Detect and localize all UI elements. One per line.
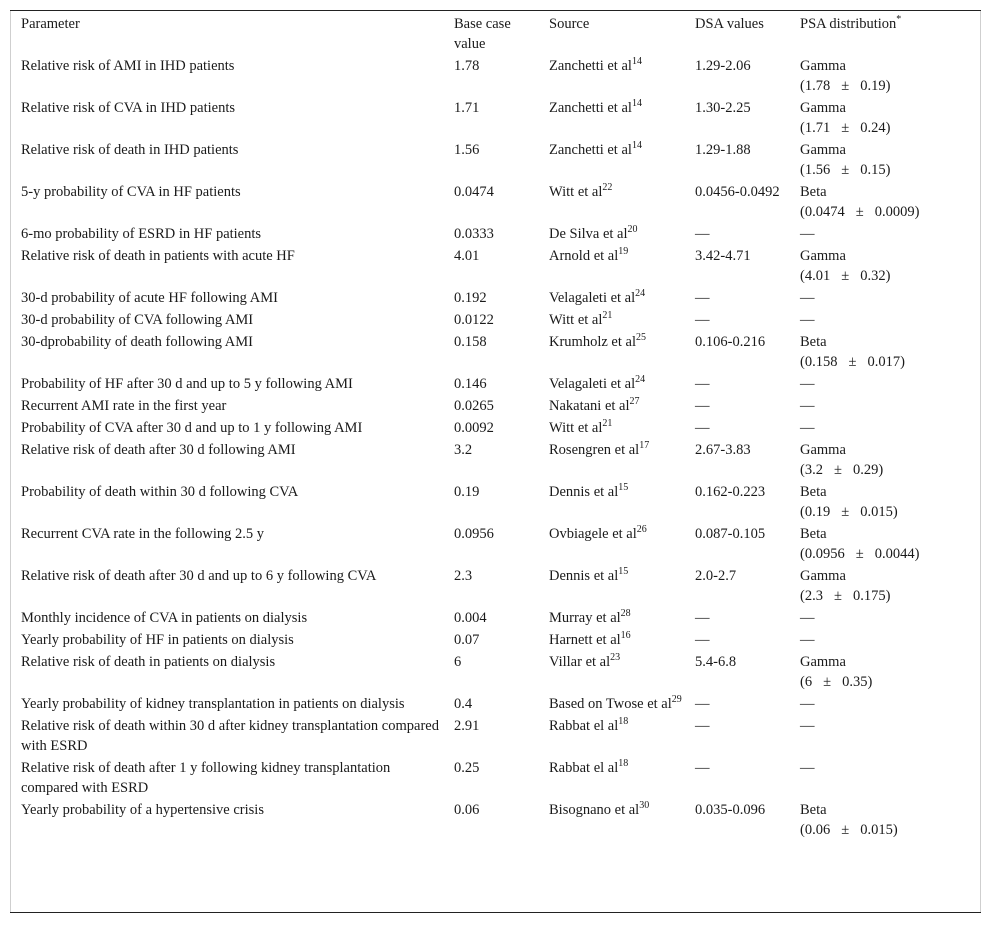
source-author: Murray et al (549, 610, 621, 626)
source-author: Witt et al (549, 420, 603, 436)
source-author: Dennis et al (549, 568, 619, 584)
cell-source (539, 652, 685, 694)
plus-minus-sign: ± (841, 268, 850, 284)
source-reference: 23 (610, 652, 621, 663)
psa-params: (0.06 ± 0.015) (800, 822, 898, 838)
cell-source (539, 140, 685, 182)
cell-source (539, 224, 685, 246)
table-row (11, 332, 979, 374)
source-author: Velagaleti et al (549, 290, 636, 306)
cell-dsa-values: — (695, 632, 710, 648)
cell-parameter: Recurrent AMI rate in the first year (21, 398, 227, 414)
source-reference: 14 (631, 98, 642, 109)
header-source: Source (549, 16, 590, 32)
cell-psa-distribution (790, 288, 979, 310)
source-reference: 21 (602, 418, 613, 429)
cell-psa-distribution (790, 98, 979, 140)
psa-params: (0.0474 ± 0.0009) (800, 204, 920, 220)
cell-dsa-values: 0.106-0.216 (695, 334, 766, 350)
plus-minus-sign: ± (841, 822, 850, 838)
source-reference: 15 (618, 482, 629, 493)
psa-sd: 0.32 (860, 268, 886, 284)
source-reference: 15 (618, 566, 629, 577)
cell-dsa-values: 1.29-1.88 (695, 142, 751, 158)
source-author: Bisognano et al (549, 802, 640, 818)
cell-base-case: 0.25 (454, 760, 480, 776)
header-psa-distribution (790, 14, 979, 56)
psa-dist-name: Gamma (800, 248, 846, 264)
cell-psa-distribution (790, 800, 979, 842)
table-row (11, 396, 979, 418)
cell-dsa-values: — (695, 420, 710, 436)
psa-mean: 2.3 (804, 588, 823, 604)
cell-base-case: 1.78 (454, 58, 480, 74)
cell-parameter: 30-d probability of CVA following AMI (21, 312, 254, 328)
cell-dsa-values: 1.30-2.25 (695, 100, 751, 116)
cell-dsa-values: — (695, 376, 710, 392)
table-row (11, 694, 979, 716)
cell-parameter: Yearly probability of a hypertensive crisis (21, 802, 264, 818)
table-row (11, 482, 979, 524)
psa-dist-name: Gamma (800, 100, 846, 116)
psa-mean: 6 (804, 674, 813, 690)
cell-parameter: 5-y probability of CVA in HF patients (21, 184, 241, 200)
cell-source (539, 566, 685, 608)
source-reference: 18 (618, 716, 629, 727)
psa-params: (0.0956 ± 0.0044) (800, 546, 920, 562)
source-author: Dennis et al (549, 484, 619, 500)
cell-source (539, 758, 685, 800)
plus-minus-sign: ± (823, 674, 832, 690)
cell-dsa-values: 3.42-4.71 (695, 248, 751, 264)
source-reference: 14 (631, 140, 642, 151)
psa-dist-name: — (800, 398, 815, 414)
cell-source (539, 630, 685, 652)
cell-parameter: Relative risk of death in patients with acute HF (21, 248, 295, 264)
cell-base-case: 0.19 (454, 484, 480, 500)
cell-parameter: Recurrent CVA rate in the following 2.5 y (21, 526, 264, 542)
cell-base-case: 0.06 (454, 802, 480, 818)
psa-dist-name: Gamma (800, 654, 846, 670)
psa-dist-name: Beta (800, 184, 827, 200)
source-reference: 21 (602, 310, 613, 321)
plus-minus-sign: ± (855, 204, 864, 220)
psa-dist-name: Beta (800, 802, 827, 818)
cell-source (539, 482, 685, 524)
psa-params: (6 ± 0.35) (800, 674, 873, 690)
table-bottom-rule (10, 912, 981, 913)
cell-source (539, 800, 685, 842)
cell-psa-distribution (790, 566, 979, 608)
cell-psa-distribution (790, 652, 979, 694)
source-reference: 22 (602, 182, 613, 193)
source-author: Arnold et al (549, 248, 619, 264)
source-reference: 20 (627, 224, 638, 235)
table-row (11, 224, 979, 246)
table-row (11, 716, 979, 758)
psa-dist-name: Gamma (800, 442, 846, 458)
cell-base-case: 1.56 (454, 142, 480, 158)
source-author: Zanchetti et al (549, 142, 632, 158)
cell-psa-distribution (790, 374, 979, 396)
cell-parameter: Yearly probability of kidney transplantation in patients on dialysis (21, 696, 405, 712)
cell-dsa-values: 0.162-0.223 (695, 484, 766, 500)
cell-psa-distribution (790, 524, 979, 566)
cell-parameter: Relative risk of death in patients on dialysis (21, 654, 276, 670)
cell-parameter: Probability of death within 30 d following CVA (21, 484, 299, 500)
plus-minus-sign: ± (841, 120, 850, 136)
cell-base-case: 0.0333 (454, 226, 494, 242)
source-reference: 18 (618, 758, 629, 769)
plus-minus-sign: ± (848, 354, 857, 370)
cell-parameter: Relative risk of death after 30 d following AMI (21, 442, 296, 458)
cell-source (539, 396, 685, 418)
cell-parameter: Probability of CVA after 30 d and up to 1 y following AMI (21, 420, 363, 436)
cell-dsa-values: — (695, 610, 710, 626)
psa-params: (4.01 ± 0.32) (800, 268, 891, 284)
cell-dsa-values: — (695, 760, 710, 776)
cell-parameter: 30-d probability of acute HF following AMI (21, 290, 278, 306)
cell-psa-distribution (790, 224, 979, 246)
psa-sd: 0.175 (852, 588, 886, 604)
cell-base-case: 0.07 (454, 632, 480, 648)
psa-mean: 0.19 (804, 504, 831, 520)
source-reference: 30 (639, 800, 650, 811)
cell-psa-distribution (790, 246, 979, 288)
cell-source (539, 182, 685, 224)
psa-dist-name: Gamma (800, 58, 846, 74)
cell-parameter: Yearly probability of HF in patients on dialysis (21, 632, 294, 648)
psa-dist-name: Beta (800, 334, 827, 350)
cell-base-case: 0.158 (454, 334, 487, 350)
cell-base-case: 3.2 (454, 442, 473, 458)
psa-mean: 0.0474 (804, 204, 845, 220)
source-author: Rosengren et al (549, 442, 640, 458)
psa-params: (1.71 ± 0.24) (800, 120, 891, 136)
source-author: Krumholz et al (549, 334, 636, 350)
psa-dist-name: Beta (800, 484, 827, 500)
table-row (11, 608, 979, 630)
psa-sd: 0.35 (842, 674, 868, 690)
psa-dist-name: Gamma (800, 142, 846, 158)
header-psa-label: PSA distribution (800, 16, 897, 32)
cell-dsa-values: 2.67-3.83 (695, 442, 751, 458)
cell-psa-distribution (790, 716, 979, 758)
cell-parameter: Relative risk of CVA in IHD patients (21, 100, 235, 116)
header-row (11, 14, 979, 56)
source-reference: 24 (635, 374, 646, 385)
parameters-table (11, 14, 979, 842)
cell-psa-distribution (790, 482, 979, 524)
psa-dist-name: Gamma (800, 568, 846, 584)
plus-minus-sign: ± (841, 162, 850, 178)
cell-source (539, 694, 685, 716)
cell-psa-distribution (790, 140, 979, 182)
table-row (11, 310, 979, 332)
psa-mean: 0.06 (804, 822, 831, 838)
source-author: Witt et al (549, 312, 603, 328)
source-reference: 25 (635, 332, 646, 343)
cell-base-case: 0.0092 (454, 420, 494, 436)
header-base-case: Base case value (454, 16, 511, 52)
cell-psa-distribution (790, 396, 979, 418)
cell-parameter: Relative risk of AMI in IHD patients (21, 58, 235, 74)
cell-parameter: Relative risk of death within 30 d after kidney transplantation compared with ESRD (21, 718, 439, 754)
cell-psa-distribution (790, 332, 979, 374)
psa-mean: 0.158 (804, 354, 838, 370)
cell-psa-distribution (790, 758, 979, 800)
psa-params: (1.78 ± 0.19) (800, 78, 891, 94)
psa-params: (3.2 ± 0.29) (800, 462, 884, 478)
psa-params: (1.56 ± 0.15) (800, 162, 891, 178)
plus-minus-sign: ± (841, 78, 850, 94)
psa-dist-name: — (800, 420, 815, 436)
cell-base-case: 0.0956 (454, 526, 494, 542)
cell-source (539, 56, 685, 98)
table-top-rule (10, 10, 981, 11)
psa-sd: 0.0044 (874, 546, 915, 562)
source-author: Zanchetti et al (549, 100, 632, 116)
psa-params: (0.19 ± 0.015) (800, 504, 898, 520)
table-row (11, 524, 979, 566)
cell-dsa-values: 0.035-0.096 (695, 802, 766, 818)
cell-source (539, 608, 685, 630)
cell-base-case: 0.146 (454, 376, 487, 392)
table-row (11, 800, 979, 842)
table-row (11, 630, 979, 652)
source-author: Harnett et al (549, 632, 621, 648)
psa-dist-name: — (800, 696, 815, 712)
source-reference: 27 (629, 396, 640, 407)
cell-dsa-values: 0.0456-0.0492 (695, 184, 780, 200)
cell-psa-distribution (790, 694, 979, 716)
cell-dsa-values: 2.0-2.7 (695, 568, 737, 584)
psa-sd: 0.017 (867, 354, 901, 370)
cell-parameter: 6-mo probability of ESRD in HF patients (21, 226, 262, 242)
table-row (11, 288, 979, 310)
source-reference: 28 (620, 608, 631, 619)
cell-source (539, 418, 685, 440)
plus-minus-sign: ± (833, 588, 842, 604)
cell-base-case: 0.0474 (454, 184, 494, 200)
psa-dist-name: — (800, 718, 815, 734)
cell-base-case: 2.3 (454, 568, 473, 584)
cell-dsa-values: — (695, 718, 710, 734)
table-row (11, 140, 979, 182)
cell-parameter: Monthly incidence of CVA in patients on dialysis (21, 610, 308, 626)
source-reference: 17 (639, 440, 650, 451)
psa-mean: 1.78 (804, 78, 831, 94)
psa-dist-name: Beta (800, 526, 827, 542)
cell-parameter: Relative risk of death after 30 d and up to 6 y following CVA (21, 568, 377, 584)
psa-sd: 0.0009 (874, 204, 915, 220)
table-row (11, 758, 979, 800)
psa-dist-name: — (800, 312, 815, 328)
cell-source (539, 310, 685, 332)
psa-dist-name: — (800, 760, 815, 776)
psa-mean: 4.01 (804, 268, 831, 284)
psa-dist-name: — (800, 632, 815, 648)
cell-psa-distribution (790, 418, 979, 440)
psa-sd: 0.29 (852, 462, 879, 478)
table-row (11, 374, 979, 396)
cell-parameter: Probability of HF after 30 d and up to 5 y following AMI (21, 376, 353, 392)
plus-minus-sign: ± (833, 462, 842, 478)
cell-parameter: Relative risk of death after 1 y following kidney transplantation compared with ESRD (21, 760, 391, 796)
cell-dsa-values: — (695, 696, 710, 712)
source-author: Rabbat el al (549, 718, 619, 734)
cell-dsa-values: 1.29-2.06 (695, 58, 751, 74)
psa-sd: 0.15 (860, 162, 886, 178)
cell-psa-distribution (790, 310, 979, 332)
cell-psa-distribution (790, 630, 979, 652)
cell-parameter: Relative risk of death in IHD patients (21, 142, 239, 158)
psa-sd: 0.19 (860, 78, 886, 94)
psa-mean: 1.71 (804, 120, 831, 136)
source-author: Ovbiagele et al (549, 526, 637, 542)
cell-dsa-values: — (695, 290, 710, 306)
cell-source (539, 246, 685, 288)
source-reference: 19 (618, 246, 629, 257)
plus-minus-sign: ± (841, 504, 850, 520)
cell-dsa-values: 0.087-0.105 (695, 526, 766, 542)
cell-source (539, 332, 685, 374)
psa-dist-name: — (800, 290, 815, 306)
source-author: Velagaleti et al (549, 376, 636, 392)
cell-source (539, 288, 685, 310)
source-author: Villar et al (549, 654, 611, 670)
source-reference: 26 (636, 524, 647, 535)
table-row (11, 98, 979, 140)
source-author: Based on Twose et al (549, 696, 672, 712)
source-reference: 24 (635, 288, 646, 299)
psa-mean: 3.2 (804, 462, 823, 478)
psa-sd: 0.015 (860, 822, 893, 838)
psa-mean: 0.0956 (804, 546, 845, 562)
psa-params: (0.158 ± 0.017) (800, 354, 905, 370)
cell-source (539, 716, 685, 758)
header-dsa-values: DSA values (695, 16, 764, 32)
source-reference: 16 (620, 630, 631, 641)
cell-base-case: 1.71 (454, 100, 480, 116)
cell-psa-distribution (790, 56, 979, 98)
cell-source (539, 374, 685, 396)
cell-base-case: 6 (454, 654, 462, 670)
psa-sd: 0.24 (860, 120, 886, 136)
cell-dsa-values: — (695, 312, 710, 328)
source-author: Rabbat el al (549, 760, 619, 776)
cell-psa-distribution (790, 440, 979, 482)
table-row (11, 566, 979, 608)
cell-base-case: 2.91 (454, 718, 480, 734)
cell-dsa-values: 5.4-6.8 (695, 654, 737, 670)
table-row (11, 182, 979, 224)
psa-mean: 1.56 (804, 162, 831, 178)
cell-base-case: 0.004 (454, 610, 487, 626)
psa-sd: 0.015 (860, 504, 893, 520)
psa-dist-name: — (800, 376, 815, 392)
footnote-mark: * (896, 14, 902, 25)
source-reference: 14 (631, 56, 642, 67)
header-parameter: Parameter (21, 16, 80, 32)
table-row (11, 56, 979, 98)
cell-psa-distribution (790, 608, 979, 630)
source-author: Zanchetti et al (549, 58, 632, 74)
cell-parameter: 30-dprobability of death following AMI (21, 334, 253, 350)
cell-source (539, 98, 685, 140)
cell-base-case: 4.01 (454, 248, 480, 264)
source-reference: 29 (671, 694, 682, 705)
cell-base-case: 0.4 (454, 696, 473, 712)
source-author: Witt et al (549, 184, 603, 200)
psa-params: (2.3 ± 0.175) (800, 588, 891, 604)
cell-base-case: 0.0122 (454, 312, 494, 328)
cell-source (539, 524, 685, 566)
plus-minus-sign: ± (855, 546, 864, 562)
table-row (11, 652, 979, 694)
source-author: Nakatani et al (549, 398, 630, 414)
cell-base-case: 0.192 (454, 290, 487, 306)
table-row (11, 418, 979, 440)
cell-source (539, 440, 685, 482)
cell-base-case: 0.0265 (454, 398, 494, 414)
cell-psa-distribution (790, 182, 979, 224)
source-author: De Silva et al (549, 226, 628, 242)
cell-dsa-values: — (695, 398, 710, 414)
table-row (11, 440, 979, 482)
psa-dist-name: — (800, 610, 815, 626)
table-row (11, 246, 979, 288)
cell-dsa-values: — (695, 226, 710, 242)
psa-dist-name: — (800, 226, 815, 242)
